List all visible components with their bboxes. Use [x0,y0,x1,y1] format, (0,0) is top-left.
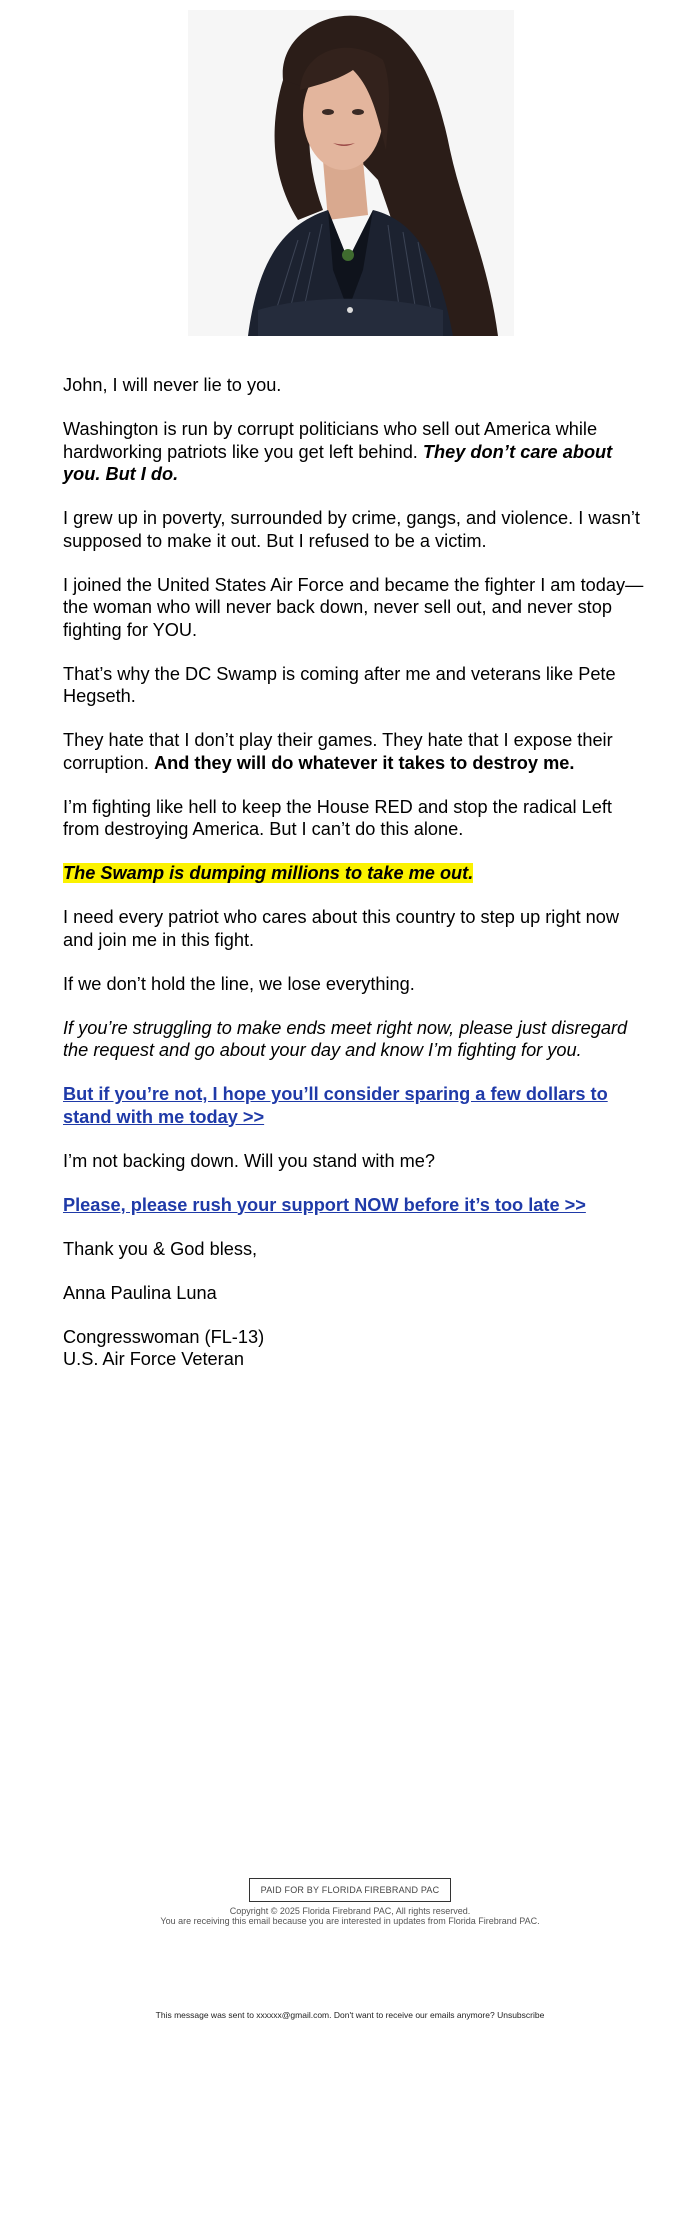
highlighted-statement: The Swamp is dumping millions to take me out. [63,863,474,883]
paragraph-disclaimer [63,1017,648,1062]
paragraph-every-patriot-text: I need every patriot who cares about this country to step up right now and join me in this fight. [63,907,620,950]
signature-name: Anna Paulina Luna [63,1282,217,1303]
paragraph-link-rush [63,1194,648,1217]
subscription-reason-line: You are receiving this email because you are interested in updates from Florida Firebrand PAC. [160,1916,540,1926]
signature-paragraph [63,1282,648,1305]
paragraph-house-red [63,796,648,841]
hero-portrait-image [188,10,514,336]
portrait-illustration [188,10,514,336]
paragraph-corruption [63,729,648,774]
paid-for-disclaimer: PAID FOR BY FLORIDA FIREBRAND PAC [249,1878,451,1902]
signature-title-2-text: U.S. Air Force Veteran [63,1349,244,1369]
email-footer [0,1878,700,1926]
paragraph-poverty [63,507,648,552]
signature-title-line-1 [63,1326,648,1349]
copyright-line: Copyright © 2025 Florida Firebrand PAC, All rights reserved. [229,1906,471,1916]
paragraph-air-force-text: I joined the United States Air Force and became the fighter I am today—the woman who will never back down, never sell out, and never stop fighting for YOU. [63,574,644,640]
unsubscribe-text: This message was sent to xxxxxx@gmail.com. Don't want to receive our emails anymore? [155,2010,495,2020]
greeting-paragraph [63,374,648,397]
paragraph-washington-emphasis: They don’t care about you. But I do. [63,441,613,484]
paragraph-corruption-text: They hate that I don’t play their games. They hate that I expose their corruption. [63,730,613,773]
unsubscribe-link[interactable]: Unsubscribe [497,2010,545,2020]
paragraph-highlight [63,862,648,885]
paragraph-not-backing-down [63,1150,648,1173]
rush-support-link[interactable]: Please, please rush your support NOW before it’s too late >> [63,1194,586,1215]
unsubscribe-notice [0,2010,700,2020]
paragraph-not-backing-down-text: I’m not backing down. Will you stand with me? [63,1150,436,1171]
signature-title-line-2 [63,1348,648,1371]
letter-body [63,374,648,1371]
paragraph-disclaimer-text: If you’re struggling to make ends meet right now, please just disregard the request and go about your day and know I’m fighting for you. [63,1017,628,1060]
paragraph-poverty-text: I grew up in poverty, surrounded by crime, gangs, and violence. I wasn’t supposed to make it out. But I refused to be a victim. [63,508,640,551]
paragraph-washington [63,418,648,486]
spare-dollars-link[interactable]: But if you’re not, I hope you’ll consider sparing a few dollars to stand with me today >> [63,1084,608,1127]
paragraph-washington-text: Washington is run by corrupt politicians who sell out America while hardworking patriots like you get left behind. [63,419,598,462]
paragraph-link-spare [63,1083,648,1128]
signature-title-1-text: Congresswoman (FL-13) [63,1326,265,1347]
paragraph-dc-swamp-text: That’s why the DC Swamp is coming after me and veterans like Pete Hegseth. [63,663,616,706]
paragraph-hold-line-text: If we don’t hold the line, we lose everything. [63,973,415,994]
closing-text: Thank you & God bless, [63,1238,258,1259]
greeting-text: John, I will never lie to you. [63,375,282,395]
paragraph-hold-line [63,973,648,996]
paragraph-air-force [63,574,648,642]
paragraph-house-red-text: I’m fighting like hell to keep the House RED and stop the radical Left from destroying America. But I can’t do this alone. [63,796,612,839]
paragraph-corruption-emphasis: And they will do whatever it takes to destroy me. [153,752,575,773]
paragraph-every-patriot [63,906,648,951]
closing-paragraph [63,1238,648,1261]
paragraph-dc-swamp [63,663,648,708]
